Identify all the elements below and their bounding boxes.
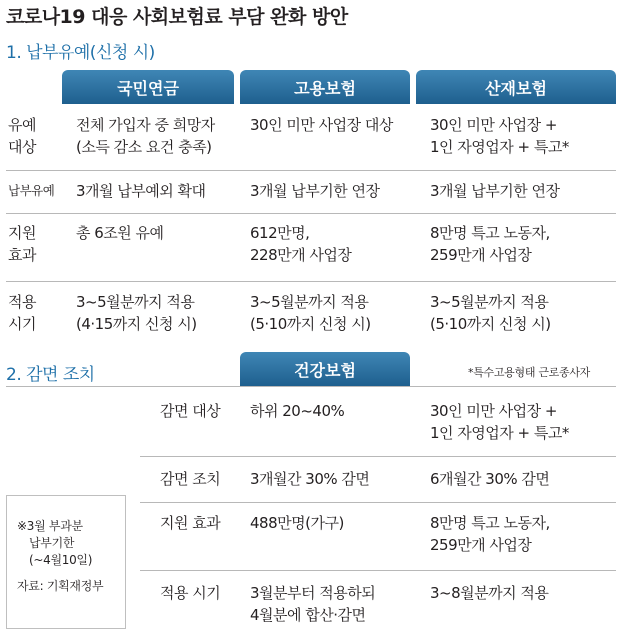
row-divider (6, 213, 616, 214)
row-divider (140, 456, 616, 457)
cell-pension-support-effect: 총 6조원 유예 (76, 224, 164, 242)
column-header-industrial-accident-insurance: 산재보험 (416, 70, 616, 104)
cell-pension-application-period: 3~5월분까지 적용 (4·15까지 신청 시) (76, 293, 197, 333)
cell-employment-application-period: 3~5월분까지 적용 (5·10까지 신청 시) (250, 293, 371, 333)
section-divider (6, 386, 616, 387)
row-divider (6, 170, 616, 171)
cell-other-reduction-measure: 6개월간 30% 감면 (430, 470, 550, 488)
row-divider (6, 281, 616, 282)
row-label-reduction-measure: 감면 조치 (160, 470, 221, 488)
row-label-support-effect-2: 지원 효과 (160, 514, 221, 532)
cell-employment-deferral-target: 30인 미만 사업장 대상 (250, 116, 393, 134)
cell-pension-payment-deferral: 3개월 납부예외 확대 (76, 182, 206, 200)
cell-health-reduction-target: 하위 20~40% (250, 402, 345, 420)
page-title: 코로나19 대응 사회보험료 부담 완화 방안 (6, 6, 348, 28)
row-label-deferral-target: 유예 대상 (8, 116, 36, 156)
row-divider (140, 570, 616, 571)
column-header-employment-insurance: 고용보험 (240, 70, 410, 104)
note-line: 납부기한 (29, 536, 75, 550)
column-header-health-insurance: 건강보험 (240, 352, 410, 386)
note-line: (~4월10일) (29, 553, 93, 567)
cell-health-application-period: 3월분부터 적용하되 4월분에 합산·감면 (250, 584, 376, 624)
row-label-reduction-target: 감면 대상 (160, 402, 221, 420)
cell-pension-deferral-target: 전체 가입자 중 희망자 (소득 감소 요건 충족) (76, 116, 215, 156)
section1-heading: 1. 납부유예(신청 시) (6, 43, 155, 63)
note-box (6, 495, 126, 629)
row-label-application-period-2: 적용 시기 (160, 584, 221, 602)
cell-accident-support-effect: 8만명 특고 노동자, 259만개 사업장 (430, 224, 550, 264)
source-credit: 자료: 기획재정부 (17, 579, 104, 593)
column-header-national-pension: 국민연금 (62, 70, 234, 104)
row-label-support-effect: 지원 효과 (8, 224, 36, 264)
row-divider (140, 502, 616, 503)
note-line: ※3월 부과분 (17, 519, 83, 533)
cell-employment-payment-deferral: 3개월 납부기한 연장 (250, 182, 380, 200)
cell-employment-support-effect: 612만명, 228만개 사업장 (250, 224, 352, 264)
row-label-application-period: 적용 시기 (8, 293, 36, 333)
cell-health-reduction-measure: 3개월간 30% 감면 (250, 470, 370, 488)
cell-other-reduction-target: 30인 미만 사업장 + 1인 자영업자 + 특고* (430, 402, 569, 442)
cell-accident-deferral-target: 30인 미만 사업장 + 1인 자영업자 + 특고* (430, 116, 569, 156)
footnote: *특수고용형태 근로종사자 (468, 366, 590, 379)
cell-health-support-effect: 488만명(가구) (250, 514, 344, 532)
cell-accident-application-period: 3~5월분까지 적용 (5·10까지 신청 시) (430, 293, 551, 333)
cell-accident-payment-deferral: 3개월 납부기한 연장 (430, 182, 560, 200)
section2-heading: 2. 감면 조치 (6, 365, 95, 385)
cell-other-application-period: 3~8월분까지 적용 (430, 584, 549, 602)
row-label-payment-deferral: 납부유예 (8, 183, 55, 198)
cell-other-support-effect: 8만명 특고 노동자, 259만개 사업장 (430, 514, 550, 554)
